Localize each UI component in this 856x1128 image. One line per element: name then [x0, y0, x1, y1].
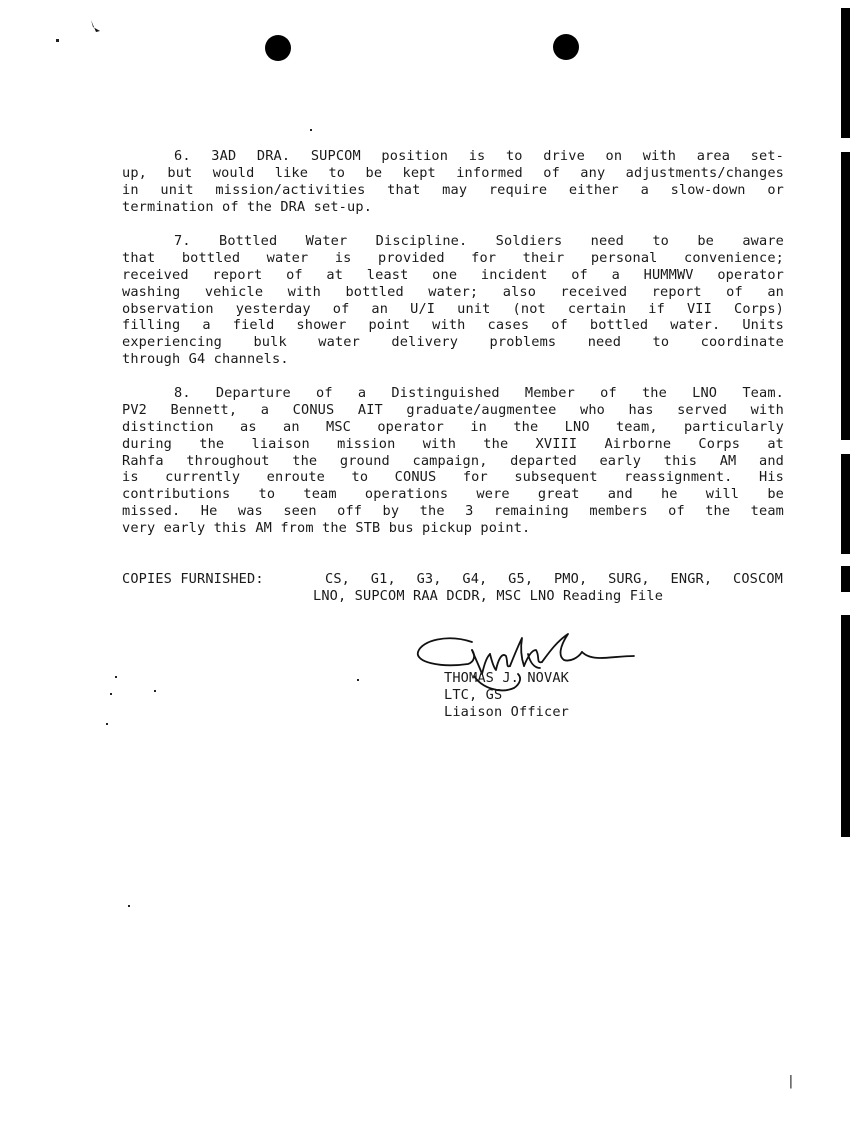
scan-speck [56, 39, 59, 42]
signer-name: THOMAS J. NOVAK [444, 670, 570, 686]
text-line: termination of the DRA set-up. [122, 198, 373, 215]
paragraph-6 [122, 148, 784, 216]
text-line: contributions to team operations were great and he will be [122, 486, 784, 503]
scan-edge-bar [841, 566, 850, 592]
copies-line-2: LNO, SUPCOM RAA DCDR, MSC LNO Reading File [313, 588, 664, 604]
scan-speck [110, 693, 112, 695]
text-line: distinction as an MSC operator in the LNO team, particularly [122, 418, 784, 435]
scan-edge-bar [841, 152, 850, 440]
scan-edge-bar [841, 8, 850, 138]
text-line: during the liaison mission with the XVIII Airborne Corps at [122, 435, 784, 452]
text-line: filling a field shower point with cases of bottled water. Units [122, 317, 784, 334]
text-line: missed. He was seen off by the 3 remaining members of the team [122, 503, 784, 520]
scan-speck [154, 690, 156, 692]
paragraph-8 [122, 385, 784, 537]
text-line: experiencing bulk water delivery problems need to coordinate [122, 334, 784, 351]
text-line: 8. Departure of a Distinguished Member of the LNO Team. [174, 385, 784, 401]
text-line: received report of at least one incident of a HUMMWV operator [122, 266, 784, 283]
text-line: that bottled water is provided for their personal convenience; [122, 249, 784, 266]
punch-hole-right [553, 34, 579, 60]
text-line: 7. Bottled Water Discipline. Soldiers need to be aware [174, 233, 784, 249]
scan-speck [128, 905, 130, 907]
scan-speck [106, 723, 108, 725]
scan-speck [357, 679, 359, 681]
page-mark: | [787, 1074, 795, 1089]
signer-title: Liaison Officer [444, 704, 570, 720]
text-line: observation yesterday of an U/I unit (not certain if VII Corps) [122, 300, 784, 317]
text-line: is currently enroute to CONUS for subsequent reassignment. His [122, 469, 784, 486]
text-line: 6. 3AD DRA. SUPCOM position is to drive on with area set- [174, 148, 784, 164]
scan-speck [115, 676, 117, 678]
copies-line-1: CS, G1, G3, G4, G5, PMO, SURG, ENGR, COSCOM [325, 571, 783, 587]
paragraph-7 [122, 233, 784, 368]
text-line: Rahfa throughout the ground campaign, departed early this AM and [122, 452, 784, 469]
punch-hole-left [265, 35, 291, 61]
signature-block [444, 670, 569, 721]
text-line: through G4 channels. [122, 351, 289, 368]
copies-label: COPIES FURNISHED: [122, 571, 264, 587]
text-line: washing vehicle with bottled water; also received report of an [122, 283, 784, 300]
text-line: very early this AM from the STB bus pickup point. [122, 520, 531, 537]
scan-edge-bar [841, 615, 850, 837]
signer-rank: LTC, GS [444, 687, 503, 703]
scan-edge-bar [841, 454, 850, 554]
text-line: up, but would like to be kept informed of any adjustments/changes [122, 164, 784, 181]
text-line: PV2 Bennett, a CONUS AIT graduate/augmentee who has served with [122, 401, 784, 418]
text-line: in unit mission/activities that may require either a slow-down or [122, 181, 784, 198]
corner-mark-icon [88, 18, 108, 38]
scan-speck [310, 129, 312, 131]
